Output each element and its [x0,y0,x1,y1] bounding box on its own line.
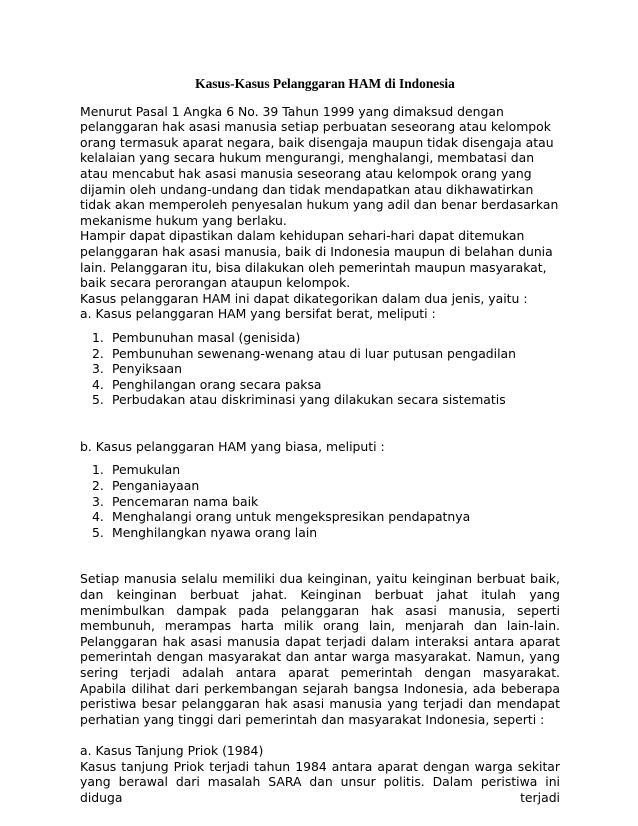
intro-paragraph-2: Hampir dapat dipastikan dalam kehidupan sehari-hari dapat ditemukan pelanggaran hak asasi manusia, baik di Indonesia maupun di belahan dunia lain. Pelanggaran itu, bisa dilakukan oleh pemerintah maupun masyarakat, baik secara perorangan ataupun kelompok. [80,228,553,291]
spacer [80,727,560,743]
list-number: 4. [92,509,104,525]
case-paragraph: Kasus tanjung Priok terjadi tahun 1984 antara aparat dengan warga sekitar yang berawal dari masalah SARA dan unsur politis. Dalam peristiwa ini diduga terjadi [80,758,560,805]
intro-paragraph-3: Kasus pelanggaran HAM ini dapat dikategorikan dalam dua jenis, yaitu : [80,290,528,306]
list-item [80,494,560,510]
intro-paragraph-1: Menurut Pasal 1 Angka 6 No. 39 Tahun 1999 yang dimaksud dengan pelanggaran hak asasi manusia setiap perbuatan seseorang atau kelompok orang termasuk aparat negara, baik disengaja maupun tidak disengaja atau kelalaian yang secara hukum mengurangi, menghalangi, membatasi dan atau mencabut hak asasi manusia seseorang atau kelompok orang yang dijamin oleh undang-undang dan tidak mendapatkan atau dikhawatirkan tidak akan memperoleh penyesalan hukum yang adil dan benar berdasarkan mekanisme hukum yang berlaku. [80,103,559,228]
list-number: 2. [92,478,104,494]
list-number: 1. [92,329,104,345]
list-item-text: Pemukulan [112,462,181,478]
list-number: 3. [92,361,104,377]
list-item-text: Penghilangan orang secara paksa [112,376,322,392]
list-item [80,462,560,478]
spacer [80,540,560,571]
list-item [80,330,560,346]
list-item-text: Penyiksaan [112,361,182,377]
body-paragraph-3: Apabila dilihat dari perkembangan sejarah bangsa Indonesia, ada beberapa peristiwa besar pelanggaran hak asasi manusia yang terjadi dan mendapat perhatian yang tinggi dari pemerintah dan masyarakat Indonesia, seperti : [80,680,560,727]
list-item [80,377,560,393]
list-item [80,509,560,525]
list-item [80,346,560,362]
section-a-list [80,330,560,408]
document-title: Kasus-Kasus Pelanggaran HAM di Indonesia [195,76,455,91]
list-item-text: Menghalangi orang untuk mengekspresikan pendapatnya [112,509,471,525]
main-text [80,571,560,805]
body-paragraph-1: Setiap manusia selalu memiliki dua keinginan, yaitu keinginan berbuat baik, dan keinginan berbuat jahat. Keinginan berbuat jahat itulah yang menimbulkan dampak pada pelanggaran hak asasi manusia, seperti membunuh, merampas harta milik orang lain, menjarah dan lain-lain. [80,571,560,634]
list-item [80,478,560,494]
section-a-heading: a. Kasus pelanggaran HAM yang bersifat berat, meliputi : [80,306,436,322]
spacer [80,408,560,439]
section-b-list [80,462,560,540]
list-number: 1. [92,462,104,478]
list-number: 5. [92,524,104,540]
list-number: 2. [92,345,104,361]
section-b-heading: b. Kasus pelanggaran HAM yang biasa, meliputi : [80,438,385,454]
list-item-text: Penganiayaan [112,478,200,494]
list-item-text: Pembunuhan masal (genisida) [112,329,301,345]
list-number: 4. [92,376,104,392]
list-number: 3. [92,493,104,509]
list-number: 5. [92,392,104,408]
list-item-text: Menghilangkan nyawa orang lain [112,524,318,540]
case-heading: a. Kasus Tanjung Priok (1984) [80,742,264,758]
list-item [80,525,560,541]
list-item-text: Pencemaran nama baik [112,493,259,509]
list-item-text: Perbudakan atau diskriminasi yang dilakukan secara sistematis [112,392,506,408]
list-item-text: Pembunuhan sewenang-wenang atau di luar putusan pengadilan [112,345,516,361]
list-item [80,361,560,377]
body-paragraph-2: Pelanggaran hak asasi manusia dapat terjadi dalam interaksi antara aparat pemerintah dengan masyarakat dan antar warga masyarakat. Namun, yang sering terjadi adalah antara aparat pemerintah dengan masyarakat. [80,633,560,680]
document-body [80,76,560,805]
list-item [80,392,560,408]
